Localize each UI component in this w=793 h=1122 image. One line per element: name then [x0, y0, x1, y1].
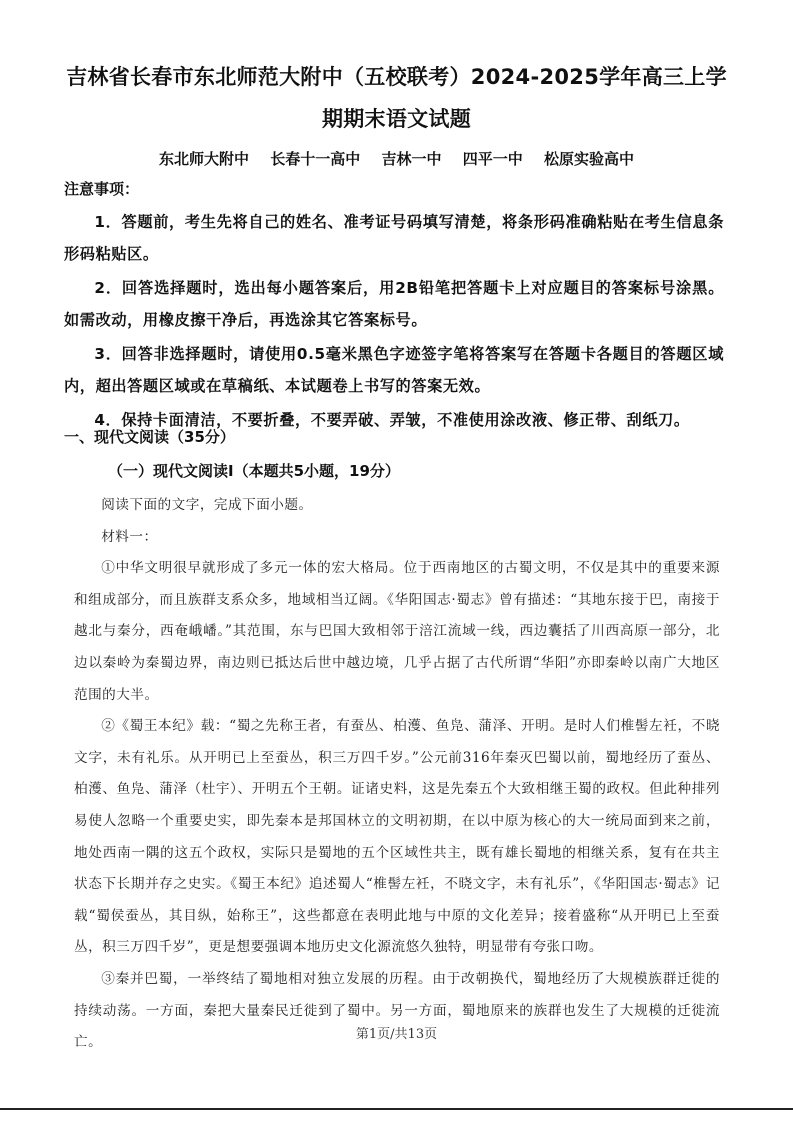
page-title-line-2: 期期末语文试题 — [321, 107, 472, 131]
school-name: 东北师大附中 — [158, 150, 249, 168]
notice-list — [64, 206, 724, 438]
section-heading: 一、现代文阅读（35分） — [64, 428, 235, 446]
bottom-divider — [0, 1108, 793, 1110]
page-number: 第1页/共13页 — [355, 1027, 438, 1042]
school-name: 松原实验高中 — [543, 150, 634, 168]
notice-item: 2．回答选择题时，选出每小题答案后，用2B铅笔把答题卡上对应题目的答案标号涂黑。如需改动，用橡皮擦干净后，再选涂其它答案标号。 — [64, 279, 724, 329]
reading-passage — [74, 490, 720, 1059]
page-title-line-1: 吉林省长春市东北师范大附中（五校联考）2024-2025学年高三上学 — [66, 65, 727, 89]
subsection-heading: （一）现代文阅读Ⅰ（本题共5小题，19分） — [108, 462, 400, 480]
school-name: 吉林一中 — [381, 150, 442, 168]
notice-item: 3．回答非选择题时，请使用0.5毫米黑色字迹签字笔将答案写在答题卡各题目的答题区域内，超出答题区域或在草稿纸、本试题卷上书写的答案无效。 — [64, 345, 724, 395]
notice-heading: 注意事项： — [64, 180, 140, 198]
school-list — [60, 148, 733, 170]
material-label: 材料一： — [101, 528, 158, 545]
notice-item: 4．保持卡面清洁，不要折叠，不要弄破、弄皱，不准使用涂改液、修正带、刮纸刀。 — [94, 411, 690, 429]
passage-paragraph: ①中华文明很早就形成了多元一体的宏大格局。位于西南地区的古蜀文明，不仅是其中的重要来源和组成部分，而且族群支系众多，地域相当辽阔。《华阳国志·蜀志》曾有描述：“其地东接于巴，南接于越北与秦分，西奄峨嶓。”其范围，东与巴国大致相邻于涪江流域一线，西边囊括了川西高原一部分，北边以秦岭为秦蜀边界，南边则已抵达后世中越边境，几乎占据了古代所谓“华阳”亦即秦岭以南广大地区范围的大半。 — [74, 560, 720, 703]
school-name: 四平一中 — [462, 150, 523, 168]
instruction-text: 阅读下面的文字，完成下面小题。 — [101, 497, 313, 513]
passage-paragraph: ②《蜀王本纪》载：“蜀之先称王者，有蚕丛、柏濩、鱼凫、蒲泽、开明。是时人们椎髻左衽，不晓文字，未有礼乐。从开明已上至蚕丛，积三万四千岁。”公元前316年秦灭巴蜀以前，蜀地经历了蚕丛、柏濩、鱼凫、蒲泽（杜宇）、开明五个王朝。证诸史料，这是先秦五个大致相继王蜀的政权。但此种排列易使人忽略一个重要史实，即先秦本是邦国林立的文明初期，在以中原为核心的大一统局面到来之前，地处西南一隅的这五个政权，实际只是蜀地的五个区域性共主，既有雄长蜀地的相继关系，复有在共主状态下长期并存之史实。《蜀王本纪》追述蜀人“椎髻左衽，不晓文字，未有礼乐”，《华阳国志·蜀志》记载“蜀侯蚕丛，其目纵，始称王”，这些都意在表明此地与中原的文化差异；接着盛称“从开明已上至蚕丛，积三万四千岁”，更是想要强调本地历史文化源流悠久独特，明显带有夸张口吻。 — [74, 718, 720, 956]
passage-paragraph: ③秦并巴蜀，一举终结了蜀地相对独立发展的历程。由于改朝换代，蜀地经历了大规模族群迁徙的持续动荡。一方面，秦把大量秦民迁徙到了蜀中。另一方面，蜀地原来的族群也发生了大规模的迁徙流亡。 — [74, 970, 720, 1051]
notice-item: 1．答题前，考生先将自己的姓名、准考证号码填写清楚，将条形码准确粘贴在考生信息条形码粘贴区。 — [64, 213, 724, 263]
school-name: 长春十一高中 — [270, 150, 361, 168]
